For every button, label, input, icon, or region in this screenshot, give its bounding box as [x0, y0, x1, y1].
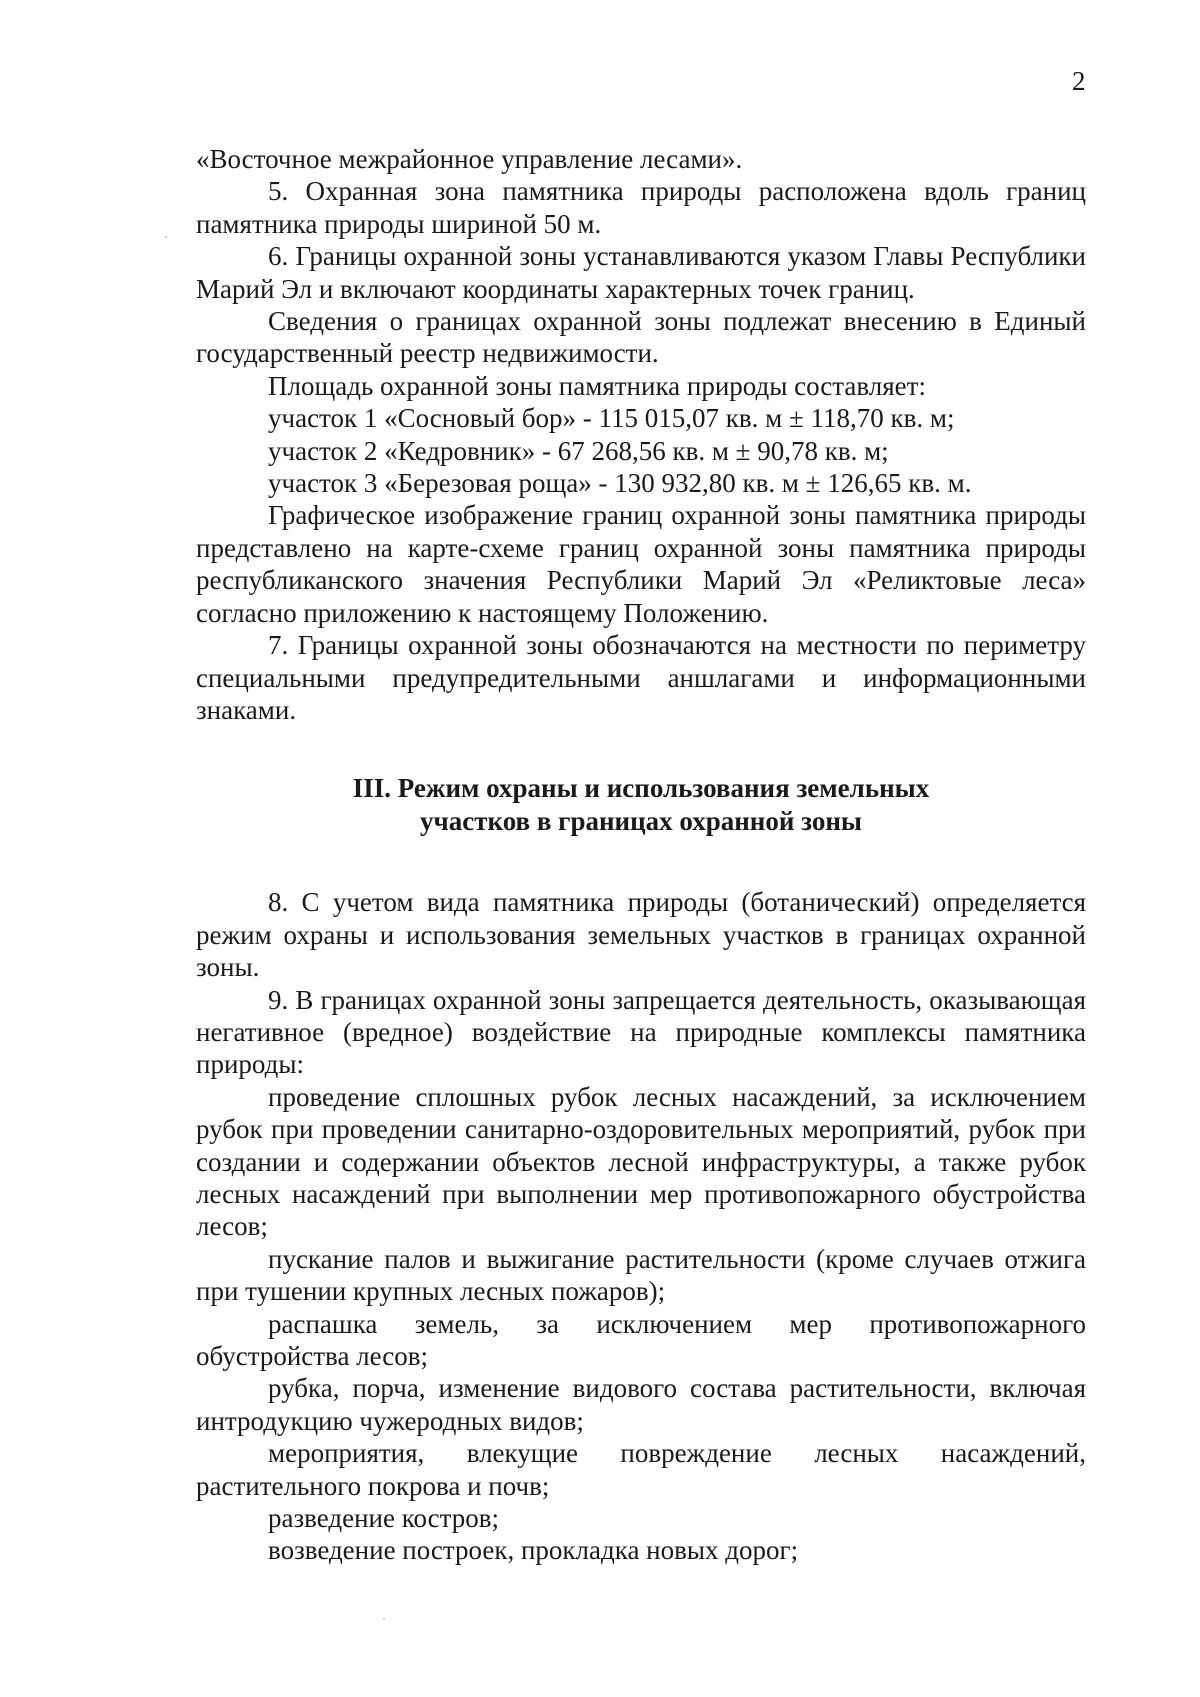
section-3-heading-line-2: участков в границах охранной зоны [420, 806, 862, 837]
prohibited-item-1: проведение сплошных рубок лесных насаждений, за исключением рубок при проведении санитарно-оздоровительных мероприятий, рубок при создании и содержании объектов лесной инфраструктуры, а также рубок лесных насаждений при выполнении мер противопожарного обустройства лесов; [196, 1081, 1086, 1242]
paragraph-egrn: Сведения о границах охранной зоны подлежат внесению в Единый государственный реестр недвижимости. [196, 306, 1086, 369]
paragraph-area-intro: Площадь охранной зоны памятника природы составляет: [268, 370, 926, 401]
prohibited-item-6: разведение костров; [268, 1503, 500, 1534]
prohibited-item-3: распашка земель, за исключением мер противопожарного обустройства лесов; [196, 1308, 1086, 1371]
paragraph-6: 6. Границы охранной зоны устанавливаются указом Главы Республики Марий Эл и включают координаты характерных точек границ. [196, 241, 1086, 304]
plot-area-3: участок 3 «Березовая роща» - 130 932,80 кв. м ± 126,65 кв. м. [268, 468, 972, 499]
document-body [196, 143, 1086, 1567]
paragraph-continuation: «Восточное межрайонное управление лесами». [196, 144, 743, 174]
prohibited-item-4: рубка, порча, изменение видового состава растительности, включая интродукцию чужеродных видов; [196, 1373, 1086, 1436]
prohibited-item-5: мероприятия, влекущие повреждение лесных насаждений, растительного покрова и почв; [196, 1438, 1086, 1501]
paragraph-5: 5. Охранная зона памятника природы расположена вдоль границ памятника природы шириной 50 м. [196, 176, 1086, 239]
scan-artifact [165, 236, 167, 238]
prohibited-item-2: пускание палов и выжигание растительности (кроме случаев отжига при тушении крупных лесных пожаров); [196, 1243, 1086, 1307]
paragraph-9: 9. В границах охранной зоны запрещается деятельность, оказывающая негативное (вредное) воздействие на природные комплексы памятника природы: [196, 984, 1086, 1080]
plot-area-1: участок 1 «Сосновый бор» - 115 015,07 кв. м ± 118,70 кв. м; [268, 403, 955, 434]
paragraph-graphic: Графическое изображение границ охранной зоны памятника природы представлено на карте-схеме границ охранной зоны памятника природы республиканского значения Республики Марий Эл «Реликтовые леса» согласно приложению к настоящему Положению. [196, 500, 1086, 628]
scan-artifact [383, 1618, 385, 1620]
page-number: 2 [1072, 66, 1086, 96]
paragraph-7: 7. Границы охранной зоны обозначаются на местности по периметру специальными предупредительными аншлагами и информационными знаками. [196, 630, 1086, 725]
plot-area-2: участок 2 «Кедровник» - 67 268,56 кв. м ± 90,78 кв. м; [268, 435, 889, 466]
section-3-heading-line-1: III. Режим охраны и использования земельных [352, 773, 930, 804]
paragraph-8: 8. С учетом вида памятника природы (ботанический) определяется режим охраны и использования земельных участков в границах охранной зоны. [196, 887, 1086, 983]
section-3-heading [196, 772, 1086, 838]
prohibited-item-7: возведение построек, прокладка новых дорог; [268, 1535, 799, 1566]
